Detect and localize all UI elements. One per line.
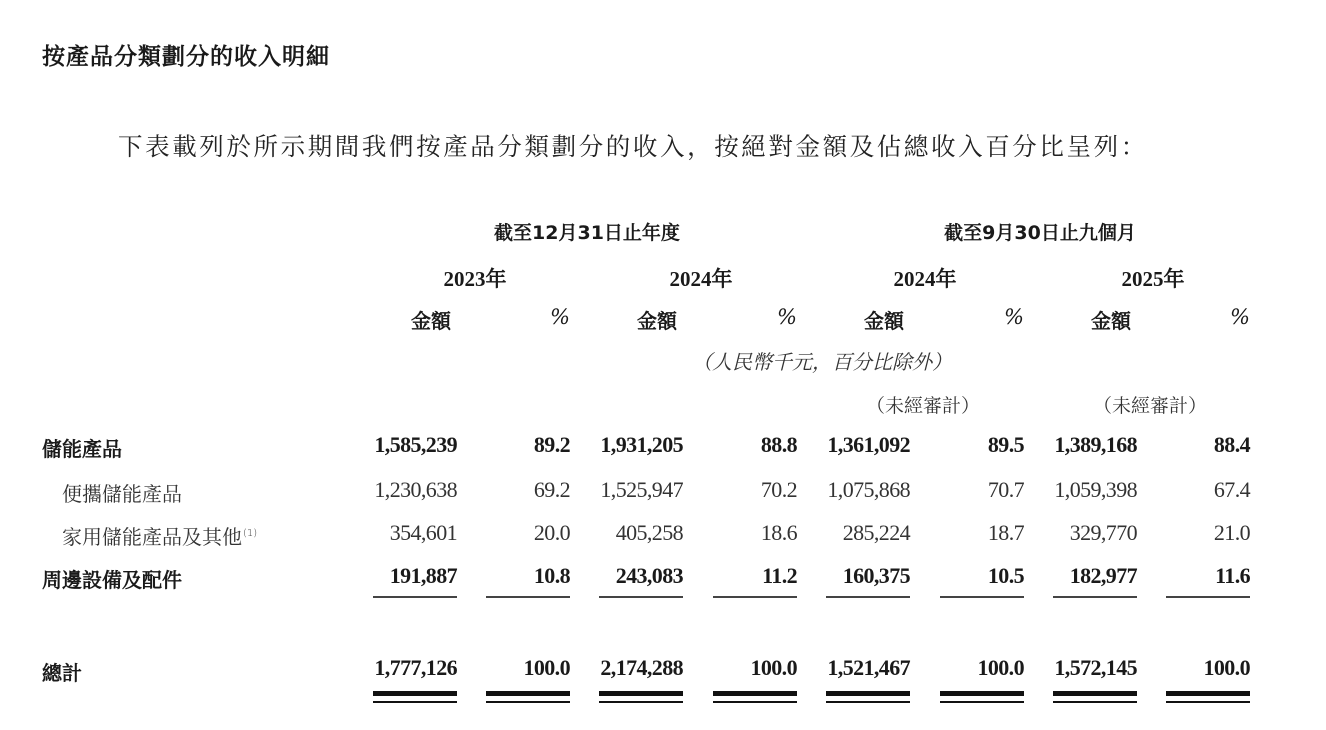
- row-label: [42, 564, 182, 593]
- intro-paragraph: 下表載列於所示期間我們按產品分類劃分的收入，按絕對金額及佔總收入百分比呈列：: [118, 132, 1148, 161]
- amount-cell: 329,770: [1069, 520, 1137, 545]
- total-double-underline: [1166, 701, 1250, 703]
- amount-cell: 1,059,398: [1054, 477, 1137, 502]
- subtotal-underline: [826, 596, 910, 598]
- percent-cell: 11.6: [1215, 563, 1250, 588]
- row-label-text: 便攜儲能產品: [62, 482, 182, 506]
- column-header-amount: 金額: [637, 309, 677, 333]
- total-percent-cell: 100.0: [977, 655, 1024, 680]
- total-double-underline: [486, 691, 570, 696]
- amount-cell: 285,224: [842, 520, 910, 545]
- column-header-amount: 金額: [411, 309, 451, 333]
- percent-cell: 70.7: [987, 477, 1024, 502]
- percent-cell: 10.5: [987, 563, 1024, 588]
- percent-cell: 89.5: [987, 432, 1024, 457]
- subtotal-underline: [373, 596, 457, 598]
- period-group-annual: 截至12月31日止年度: [494, 222, 680, 244]
- total-double-underline: [1053, 691, 1137, 696]
- total-percent-cell: 100.0: [523, 655, 570, 680]
- amount-cell: 1,075,868: [827, 477, 910, 502]
- total-double-underline: [373, 691, 457, 696]
- total-double-underline: [1053, 701, 1137, 703]
- total-double-underline: [599, 691, 683, 696]
- column-header-percent: %: [1230, 305, 1250, 329]
- percent-cell: 70.2: [760, 477, 797, 502]
- amount-cell: 1,389,168: [1054, 432, 1137, 457]
- percent-cell: 18.7: [987, 520, 1024, 545]
- total-double-underline: [1166, 691, 1250, 696]
- amount-cell: 354,601: [389, 520, 457, 545]
- percent-cell: 69.2: [533, 477, 570, 502]
- percent-cell: 21.0: [1213, 520, 1250, 545]
- column-header-amount: 金額: [864, 309, 904, 333]
- total-double-underline: [599, 701, 683, 703]
- total-double-underline: [826, 691, 910, 696]
- amount-cell: 1,361,092: [827, 432, 910, 457]
- footnote-marker: (1): [243, 528, 258, 540]
- amount-cell: 405,258: [615, 520, 683, 545]
- section-title: 按產品分類劃分的收入明細: [42, 44, 330, 70]
- total-double-underline: [713, 701, 797, 703]
- percent-cell: 67.4: [1213, 477, 1250, 502]
- percent-cell: 89.2: [533, 432, 570, 457]
- year-header-2024: 2024年: [669, 267, 733, 291]
- column-header-percent: %: [1004, 305, 1024, 329]
- row-label: [62, 521, 257, 550]
- amount-cell: 1,525,947: [600, 477, 683, 502]
- total-label: 總計: [42, 661, 82, 685]
- period-group-nine-months: 截至9月30日止九個月: [944, 222, 1136, 244]
- total-double-underline: [940, 701, 1024, 703]
- total-percent-cell: 100.0: [750, 655, 797, 680]
- unaudited-label-2025: （未經審計）: [1093, 395, 1208, 417]
- column-header-amount: 金額: [1091, 309, 1131, 333]
- column-header-percent: %: [550, 305, 570, 329]
- amount-cell: 1,931,205: [600, 432, 683, 457]
- unit-note: （人民幣千元，百分比除外）: [692, 350, 952, 374]
- row-label-text: 儲能產品: [42, 437, 122, 461]
- total-double-underline: [940, 691, 1024, 696]
- total-amount-cell: 1,572,145: [1054, 655, 1137, 680]
- subtotal-underline: [940, 596, 1024, 598]
- subtotal-underline: [486, 596, 570, 598]
- percent-cell: 18.6: [760, 520, 797, 545]
- amount-cell: 191,887: [389, 563, 457, 588]
- amount-cell: 1,230,638: [374, 477, 457, 502]
- total-percent-cell: 100.0: [1203, 655, 1250, 680]
- row-label-text: 周邊設備及配件: [42, 568, 182, 592]
- year-header-2024-9m: 2024年: [893, 267, 957, 291]
- percent-cell: 10.8: [533, 563, 570, 588]
- total-amount-cell: 1,777,126: [374, 655, 457, 680]
- subtotal-underline: [1166, 596, 1250, 598]
- total-amount-cell: 1,521,467: [827, 655, 910, 680]
- subtotal-underline: [1053, 596, 1137, 598]
- row-label: [42, 433, 122, 462]
- percent-cell: 20.0: [533, 520, 570, 545]
- amount-cell: 182,977: [1069, 563, 1137, 588]
- row-label: [62, 478, 182, 507]
- amount-cell: 160,375: [842, 563, 910, 588]
- total-double-underline: [486, 701, 570, 703]
- percent-cell: 88.4: [1213, 432, 1250, 457]
- amount-cell: 1,585,239: [374, 432, 457, 457]
- subtotal-underline: [713, 596, 797, 598]
- unaudited-label-2024: （未經審計）: [866, 395, 981, 417]
- total-double-underline: [826, 701, 910, 703]
- year-header-2025-9m: 2025年: [1121, 267, 1185, 291]
- row-label-text: 家用儲能產品及其他: [62, 525, 242, 549]
- percent-cell: 88.8: [760, 432, 797, 457]
- total-double-underline: [713, 691, 797, 696]
- total-double-underline: [373, 701, 457, 703]
- total-amount-cell: 2,174,288: [600, 655, 683, 680]
- percent-cell: 11.2: [762, 563, 797, 588]
- column-header-percent: %: [777, 305, 797, 329]
- amount-cell: 243,083: [615, 563, 683, 588]
- year-header-2023: 2023年: [443, 267, 507, 291]
- subtotal-underline: [599, 596, 683, 598]
